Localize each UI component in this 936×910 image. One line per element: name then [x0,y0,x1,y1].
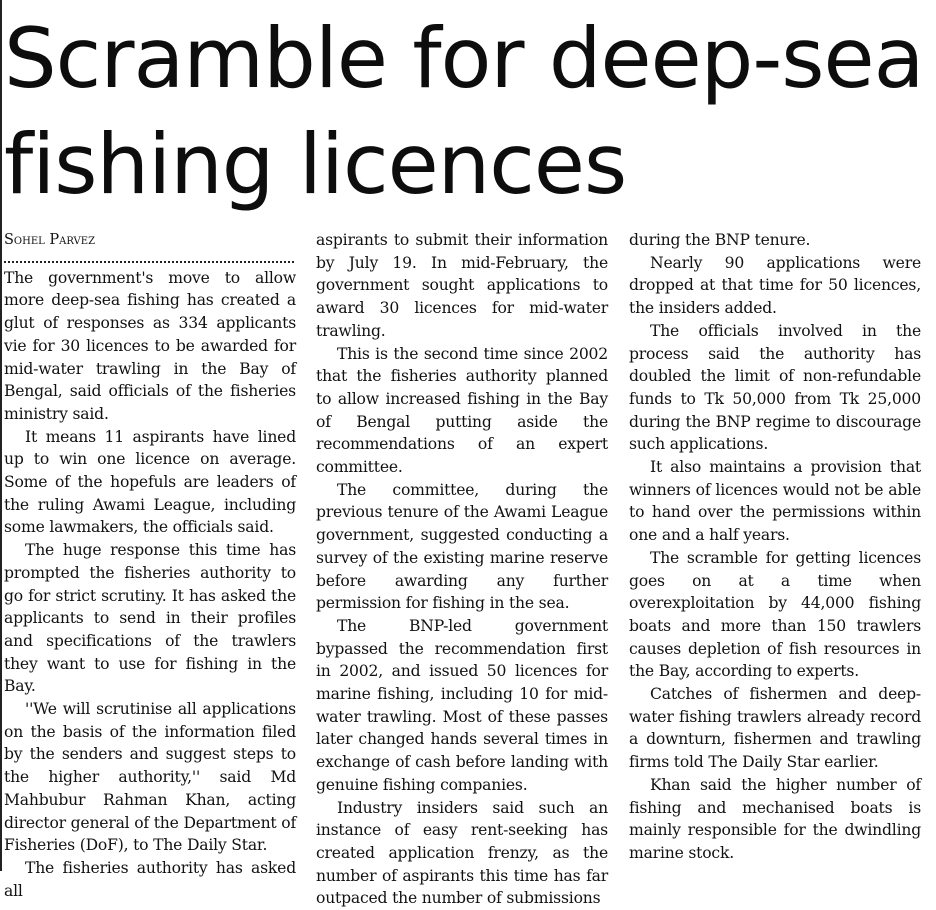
paragraph: Industry insiders said such an instance of easy rent-seeking has created application frenzy, as the number of aspirants this time has far outpaced the number of submissions [316,798,608,908]
paragraph: The committee, during the previous tenure of the Awami League government, suggested conducting a survey of the existing marine reserve before awarding any further permission for fishing in the sea. [316,480,608,613]
paragraph: The fisheries authority has asked all [4,858,296,900]
paragraph: The BNP-led government bypassed the recommendation first in 2002, and issued 50 licences for marine fishing, including 10 for mid-water trawling. Most of these passes later changed hands several times in exchange of cash before landing with genuine fishing companies. [316,616,608,794]
paragraph: The huge response this time has prompted the fisheries authority to go for strict scrutiny. It has asked the applicants to send in their profiles and specifications of the trawlers they want to use for fishing in the Bay. [4,541,296,696]
headline-line-1: Scramble for deep-sea [4,10,924,107]
article-column-1 [4,229,296,902]
paragraph: Nearly 90 applications were dropped at that time for 50 licences, the insiders added. [629,253,921,318]
paragraph: aspirants to submit their information by July 19. In mid-February, the government sought applications to award 30 licences for mid-water trawling. [316,231,608,340]
paragraph: The officials involved in the process said the authority has doubled the limit of non-refundable funds to Tk 50,000 from Tk 25,000 during the BNP regime to discourage such applications. [629,321,921,454]
paragraph: Catches of fishermen and deep-water fishing trawlers already record a downturn, fishermen and trawling firms told The Daily Star earlier. [629,685,921,772]
byline: Sohel Parvez [4,232,96,248]
paragraph: It means 11 aspirants have lined up to win one licence on average. Some of the hopefuls are leaders of the ruling Awami League, including some lawmakers, the officials said. [4,427,296,537]
paragraph: during the BNP tenure. [629,231,811,249]
paragraph: The scramble for getting licences goes on at a time when overexploitation by 44,000 fishing boats and more than 150 trawlers causes depletion of fish resources in the Bay, according to experts. [629,548,921,681]
paragraph: Khan said the higher number of fishing and mechanised boats is mainly responsible for the dwindling marine stock. [629,775,921,862]
headline-line-2: fishing licences [4,116,627,213]
page-left-border [0,0,2,871]
paragraph: It also maintains a provision that winners of licences would not be able to hand over the permissions within one and a half years. [629,458,921,545]
article-column-3 [629,229,921,865]
byline-divider [4,252,294,263]
paragraph: ''We will scrutinise all applications on the basis of the information filed by the senders and suggest steps to the higher authority,'' said Md Mahbubur Rahman Khan, acting director general of the Department of Fisheries (DoF), to The Daily Star. [4,700,297,855]
article-column-2 [316,229,608,910]
paragraph: The government's move to allow more deep-sea fishing has created a glut of responses as 334 applicants vie for 30 licences to be awarded for mid-water trawling in the Bay of Bengal, said officials of the fisheries ministry said. [4,268,296,423]
paragraph: This is the second time since 2002 that the fisheries authority planned to allow increased fishing in the Bay of Bengal putting aside the recommendations of an expert committee. [316,344,608,477]
headline [4,6,929,218]
